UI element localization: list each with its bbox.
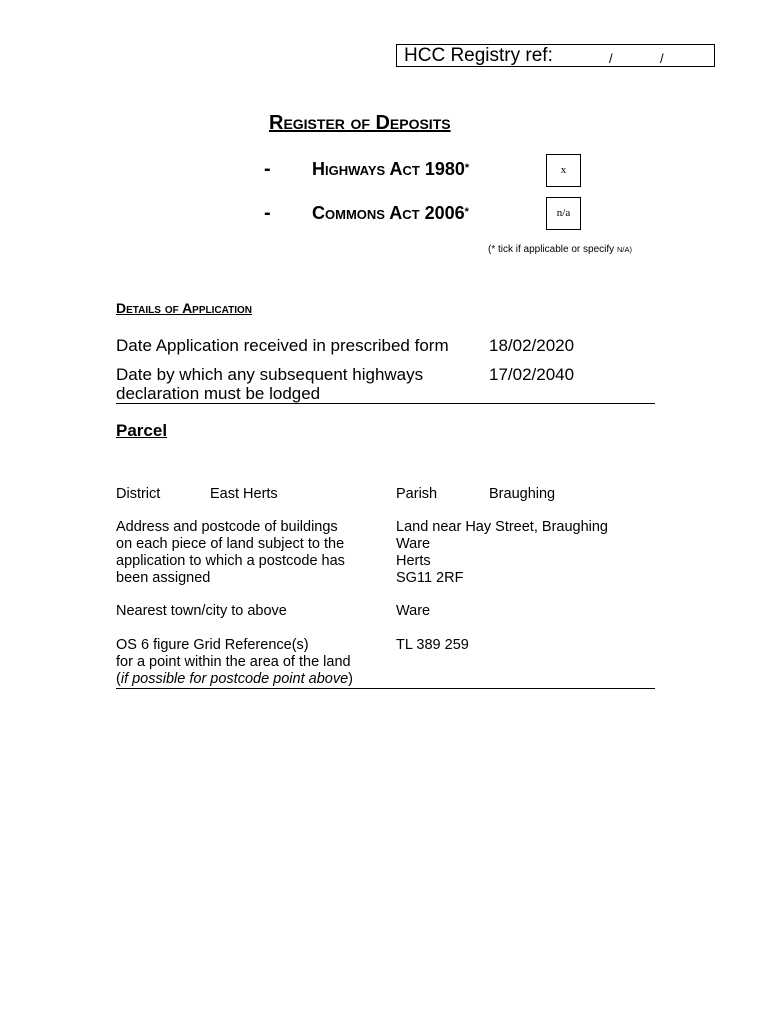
- address-value: [396, 519, 608, 587]
- received-value: 18/02/2020: [489, 336, 575, 355]
- details-heading: Details of Application: [116, 300, 252, 316]
- registry-ref-slash-2: /: [660, 51, 664, 66]
- address-label: [116, 519, 345, 587]
- parish-value: Braughing: [489, 486, 556, 502]
- nearest-town-value: Ware: [396, 603, 431, 619]
- highways-act-dash: -: [264, 158, 271, 180]
- parish-label: Parish: [396, 486, 438, 502]
- grid-ref-label-line-1: OS 6 figure Grid Reference(s): [116, 637, 309, 653]
- address-value-line-2: Ware: [396, 536, 431, 552]
- commons-act-star: *: [464, 206, 469, 218]
- address-value-line-3: Herts: [396, 553, 431, 569]
- tick-note: [488, 244, 632, 255]
- highways-act-tick-box[interactable]: x: [546, 154, 581, 187]
- declaration-value: 17/02/2040: [489, 365, 575, 384]
- district-label: District: [116, 486, 161, 502]
- grid-ref-value: TL 389 259: [396, 637, 469, 653]
- registry-ref-label: HCC Registry ref:: [404, 45, 553, 66]
- highways-act-label: [312, 159, 469, 180]
- grid-ref-close-paren: ): [348, 671, 354, 687]
- registry-ref-box: [396, 44, 715, 67]
- district-value: East Herts: [210, 486, 278, 502]
- grid-ref-label-line-3: [116, 671, 353, 688]
- address-label-line-3: application to which a postcode has: [116, 553, 345, 569]
- address-label-line-1: Address and postcode of buildings: [116, 519, 338, 535]
- highways-act-star: *: [464, 162, 470, 174]
- page-title: Register of Deposits: [269, 112, 451, 134]
- address-label-line-4: been assigned: [116, 570, 211, 586]
- address-label-line-2: on each piece of land subject to the: [116, 536, 345, 552]
- received-label: Date Application received in prescribed form: [116, 336, 449, 355]
- grid-ref-italic-note: if possible for postcode point above: [120, 671, 349, 687]
- grid-ref-open-paren: (: [116, 671, 121, 687]
- address-value-line-4: SG11 2RF: [396, 570, 464, 586]
- declaration-label-line-2: declaration must be lodged: [116, 384, 321, 403]
- declaration-label-line-1: Date by which any subsequent highways: [116, 365, 424, 384]
- commons-act-tick-box[interactable]: n/a: [546, 197, 581, 230]
- grid-ref-label-line-2: for a point within the area of the land: [116, 654, 351, 670]
- tick-note-small: N/A): [616, 245, 632, 254]
- parcel-heading: Parcel: [116, 421, 168, 440]
- grid-ref-label: [116, 637, 353, 688]
- commons-act-dash: -: [264, 202, 271, 224]
- tick-note-text: (* tick if applicable or specify: [488, 244, 617, 255]
- details-divider: [116, 403, 655, 404]
- nearest-town-label: Nearest town/city to above: [116, 603, 287, 619]
- commons-act-name: Commons Act 2006: [312, 203, 465, 223]
- registry-ref-slash-1: /: [609, 51, 613, 66]
- parcel-divider: [116, 688, 655, 689]
- commons-act-label: [312, 203, 469, 224]
- address-value-line-1: Land near Hay Street, Braughing: [396, 519, 608, 535]
- highways-act-name: Highways Act 1980: [312, 159, 465, 179]
